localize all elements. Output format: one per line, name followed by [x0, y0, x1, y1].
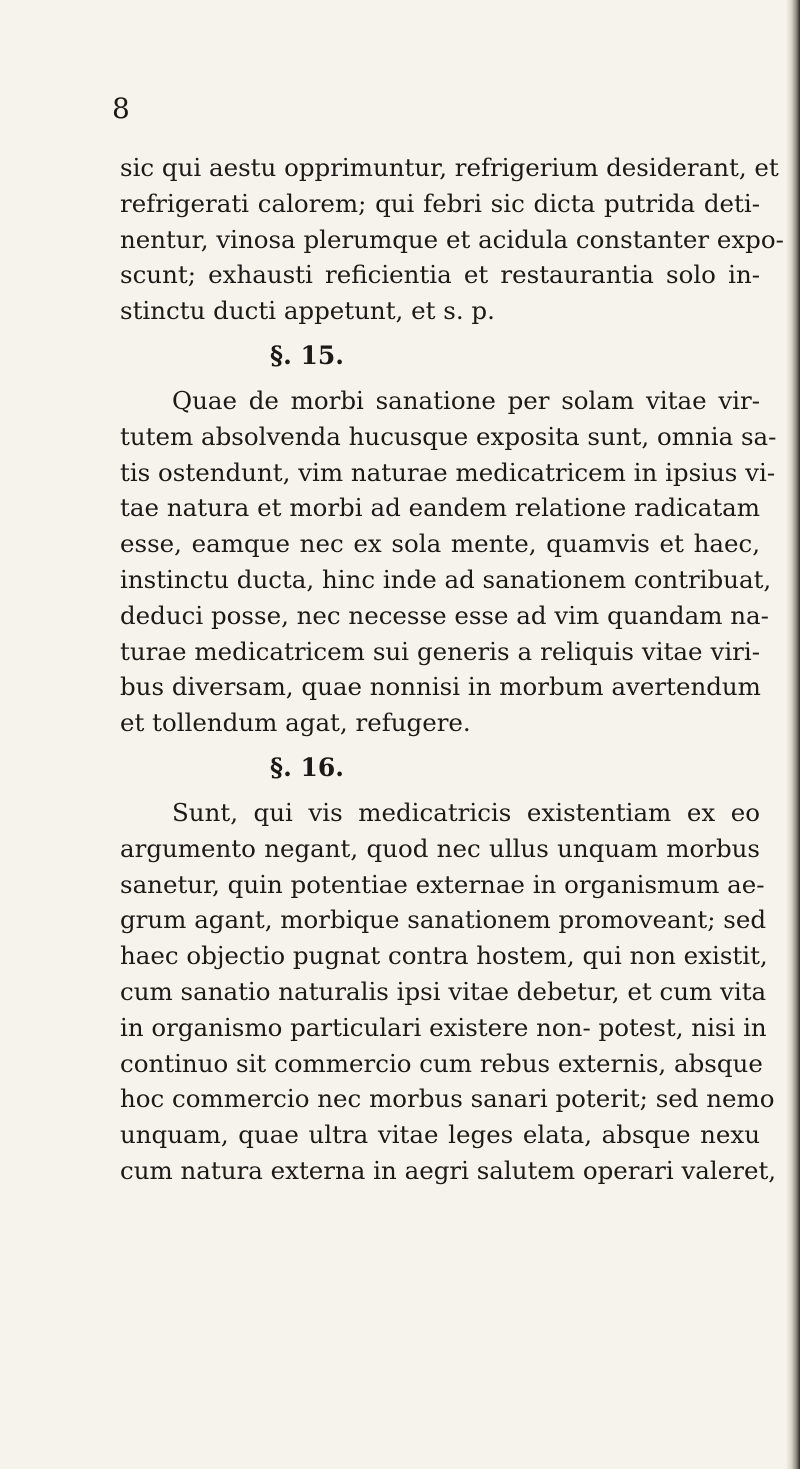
text-line: sanetur, quin potentiae externae in organismum ae- — [120, 869, 765, 899]
text-line: sic qui aestu opprimuntur, refrigerium desiderant, et — [120, 153, 779, 182]
text-line: turae medicatricem sui generis a reliquis vitae viri- — [120, 636, 760, 666]
text-line: tutem absolvenda hucusque exposita sunt, omnia sa- — [120, 421, 777, 451]
page-body — [120, 150, 784, 1189]
paragraph-continuation — [120, 150, 784, 329]
text-line: grum agant, morbique sanationem promoveant; sed — [120, 905, 767, 935]
text-line: hoc commercio nec morbus sanari poterit; sed nemo — [120, 1084, 775, 1114]
text-line: scunt; exhausti reficientia et restaurantia solo in- — [120, 260, 760, 290]
text-line: Quae de morbi sanatione per solam vitae vir- — [172, 385, 760, 415]
text-line: et tollendum agat, refugere. — [120, 708, 471, 738]
text-line: haec objectio pugnat contra hostem, qui non existit, — [120, 941, 768, 971]
text-line: cum natura externa in aegri salutem operari valeret, — [120, 1155, 777, 1185]
section-heading-15: §. 15. — [270, 340, 344, 370]
page-edge-shadow — [786, 0, 800, 1469]
text-line: refrigerati calorem; qui febri sic dicta putrida deti- — [120, 188, 760, 218]
text-line: cum sanatio naturalis ipsi vitae debetur, et cum vita — [120, 976, 767, 1006]
text-line: instinctu ducta, hinc inde ad sanationem contribuat, — [120, 564, 772, 594]
text-line: continuo sit commercio cum rebus externis, absque — [120, 1048, 763, 1078]
text-line: bus diversam, quae nonnisi in morbum avertendum — [120, 672, 761, 702]
text-line: Sunt, qui vis medicatricis existentiam ex eo — [172, 797, 760, 827]
text-line: stinctu ducti appetunt, et s. p. — [120, 296, 495, 326]
page-number: 8 — [112, 92, 130, 125]
text-line: esse, eamque nec ex sola mente, quamvis et haec, — [120, 529, 760, 559]
paragraph-section-15 — [120, 383, 777, 741]
text-line: nentur, vinosa plerumque et acidula constanter expo- — [120, 224, 784, 254]
text-line: argumento negant, quod nec ullus unquam morbus — [120, 833, 760, 863]
text-line: in organismo particulari existere non- potest, nisi in — [120, 1012, 767, 1042]
text-line: tis ostendunt, vim naturae medicatricem in ipsius vi- — [120, 457, 776, 487]
section-heading-16: §. 16. — [270, 752, 344, 782]
text-line: tae natura et morbi ad eandem relatione radicatam — [120, 493, 760, 523]
text-line: deduci posse, nec necesse esse ad vim quandam na- — [120, 600, 769, 630]
text-line: unquam, quae ultra vitae leges elata, absque nexu — [120, 1120, 760, 1150]
paragraph-section-16 — [120, 795, 777, 1189]
